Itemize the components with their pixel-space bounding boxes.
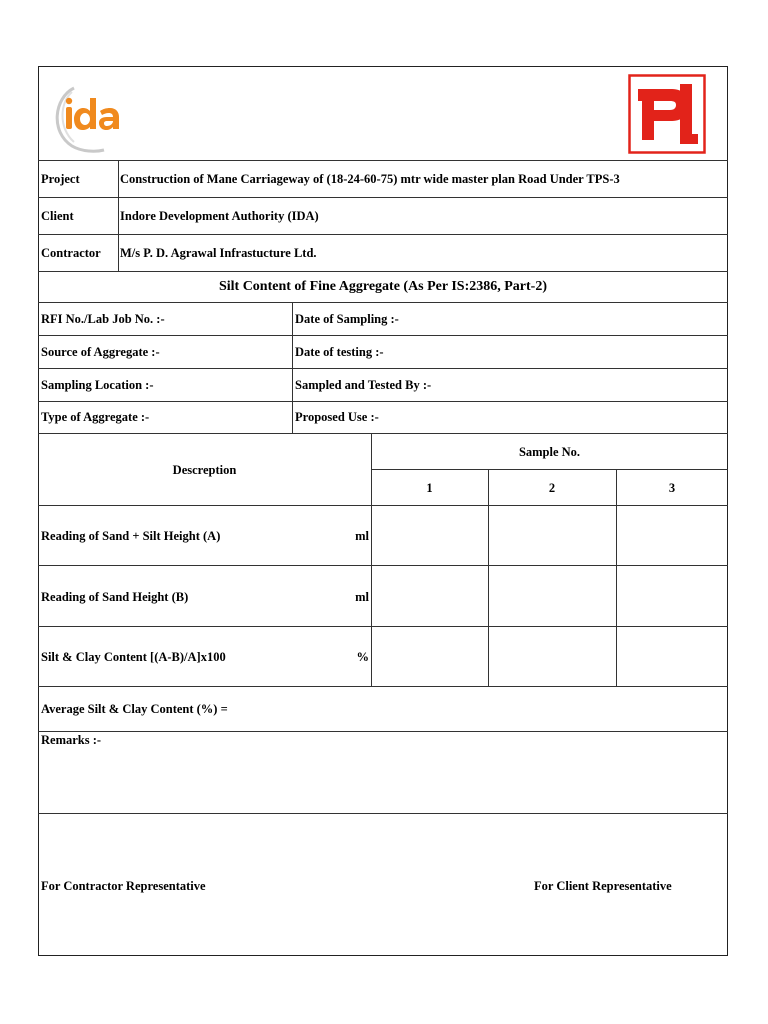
rule: [38, 160, 728, 161]
remarks-label: Remarks :-: [41, 733, 102, 747]
sample-header: Sample No.: [518, 445, 581, 459]
row-unit: ml: [355, 529, 369, 543]
row-label: Reading of Sand Height (B): [41, 590, 189, 604]
client-signature-label: For Client Representative: [534, 879, 672, 893]
row-label: Reading of Sand + Silt Height (A): [41, 529, 221, 543]
rule: [371, 469, 728, 470]
contractor-signature-label: For Contractor Representative: [41, 879, 206, 893]
row-label: Silt & Clay Content [(A-B)/A]x100: [41, 650, 226, 664]
rule: [38, 433, 728, 434]
date-testing-field: Date of testing :-: [295, 345, 384, 359]
client-label: Client: [41, 209, 74, 223]
client-value: Indore Development Authority (IDA): [120, 209, 319, 223]
rule: [118, 160, 119, 271]
project-label: Project: [41, 172, 80, 186]
type-field: Type of Aggregate :-: [41, 410, 150, 424]
rule: [38, 731, 728, 732]
rule: [292, 302, 293, 433]
rule: [38, 565, 728, 566]
ida-logo: [52, 84, 134, 154]
rule: [38, 335, 728, 336]
use-field: Proposed Use :-: [295, 410, 379, 424]
sample-number: 1: [426, 481, 433, 495]
form-title: Silt Content of Fine Aggregate (As Per IS:2386, Part-2): [218, 279, 548, 294]
pd-logo: [628, 74, 706, 154]
sample-number: 3: [668, 481, 676, 495]
contractor-value: M/s P. D. Agrawal Infrastucture Ltd.: [120, 246, 317, 260]
sample-number: 2: [548, 481, 556, 495]
rule: [38, 368, 728, 369]
description-header: Descreption: [172, 463, 237, 477]
rule: [488, 469, 489, 686]
source-field: Source of Aggregate :-: [41, 345, 160, 359]
contractor-label: Contractor: [41, 246, 101, 260]
rule: [38, 686, 728, 687]
form-frame: [38, 66, 728, 956]
tested-by-field: Sampled and Tested By :-: [295, 378, 432, 392]
row-unit: %: [356, 650, 369, 664]
rule: [371, 433, 372, 686]
rule: [616, 469, 617, 686]
rule: [38, 197, 728, 198]
row-unit: ml: [355, 590, 369, 604]
rule: [38, 302, 728, 303]
rule: [38, 401, 728, 402]
rule: [38, 505, 728, 506]
average-label: Average Silt & Clay Content (%) =: [41, 702, 228, 716]
rfi-field: RFI No./Lab Job No. :-: [41, 312, 165, 326]
rule: [38, 271, 728, 272]
date-sampling-field: Date of Sampling :-: [295, 312, 399, 326]
location-field: Sampling Location :-: [41, 378, 154, 392]
project-value: Construction of Mane Carriageway of (18-24-60-75) mtr wide master plan Road Under TPS-3: [120, 172, 620, 186]
rule: [38, 626, 728, 627]
rule: [38, 813, 728, 814]
rule: [38, 234, 728, 235]
